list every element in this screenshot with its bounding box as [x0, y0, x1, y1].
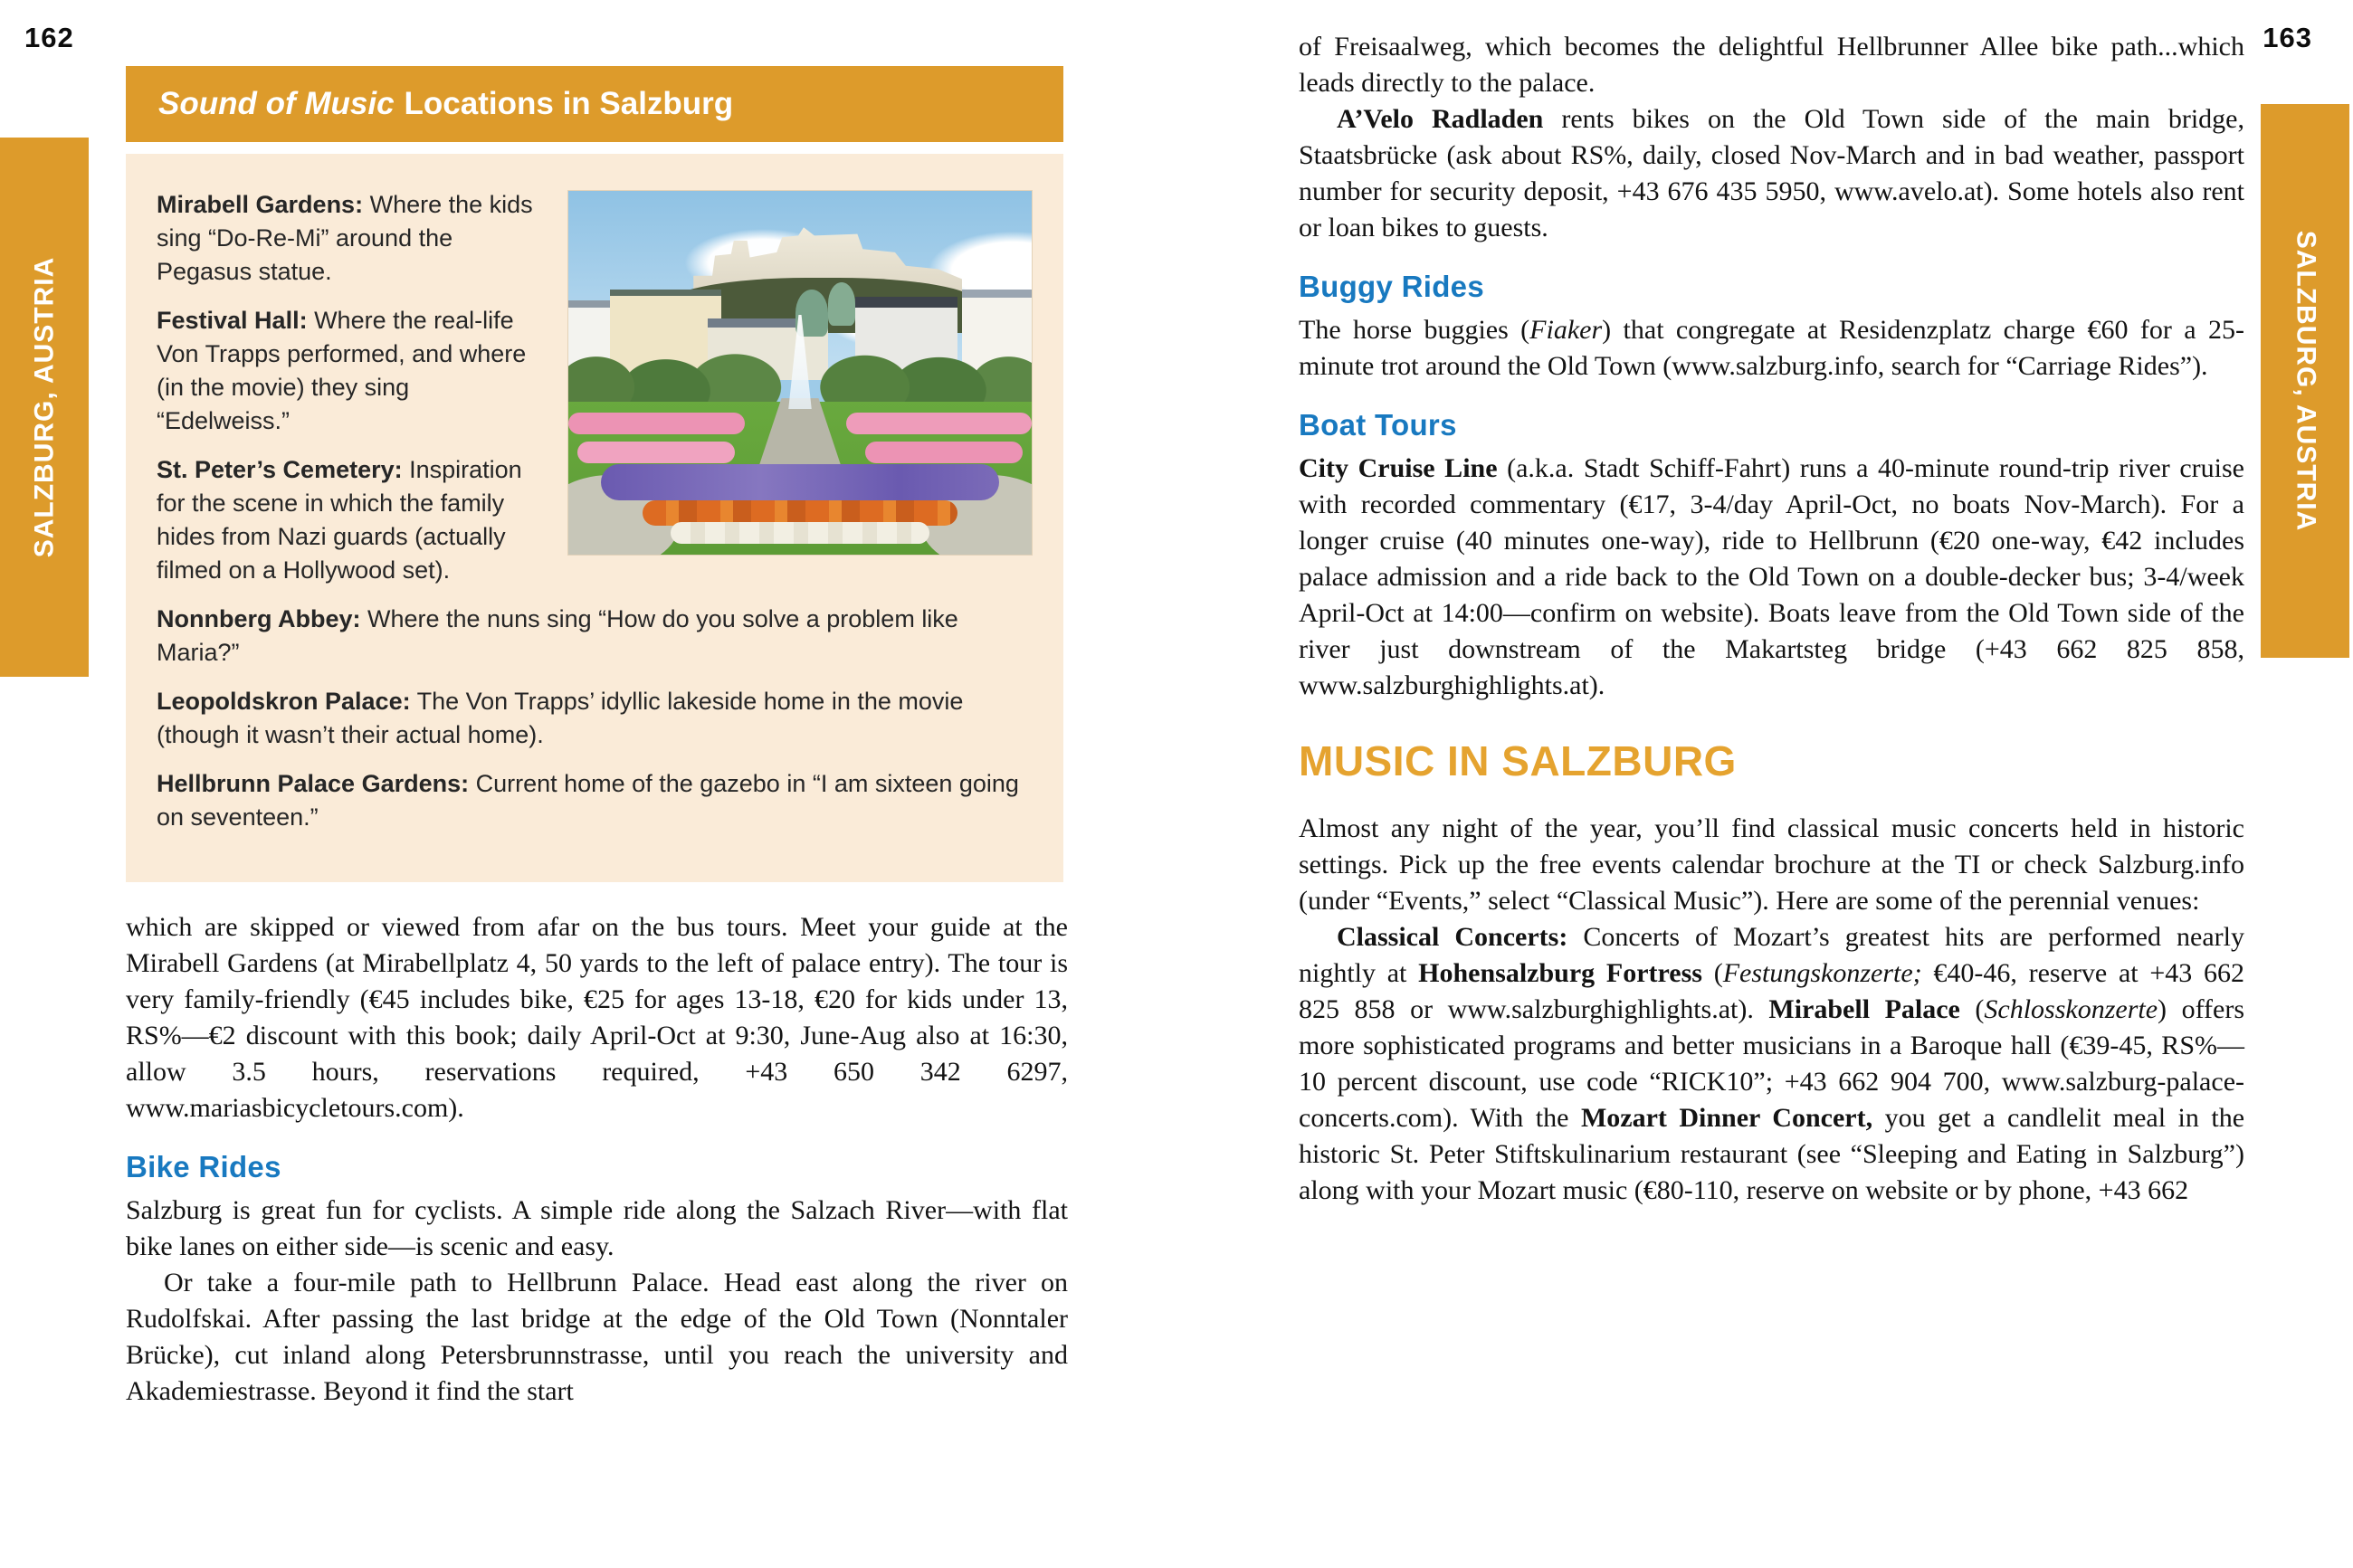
photo-flowerbed	[568, 413, 745, 434]
som-entry-leopoldskron-palace: Leopoldskron Palace: The Von Trapps’ idyllic lakeside home in the movie (though it wasn’t their actual home).	[157, 688, 964, 748]
buggy-rides-heading: Buggy Rides	[1299, 270, 1484, 303]
photo-flowerbed	[577, 442, 735, 463]
buggy-rides-paragraph: The horse buggies (Fiaker) that congregate at Residenzplatz charge €60 for a 25-minute trot around the Old Town (www.salzburg.info, search for “Carriage Rides”).	[1299, 315, 2244, 381]
music-intro-paragraph: Almost any night of the year, you’ll find classical music concerts held in historic settings. Pick up the free events calendar brochure at the TI or check Salzburg.info (under “Events,” select “Classical Music”). Here are some of the perennial venues:	[1299, 813, 2244, 916]
mirabell-gardens-photo	[567, 190, 1033, 556]
avelo-radladen-paragraph: A’Velo Radladen rents bikes on the Old Town side of the main bridge, Staatsbrücke (ask about RS%, daily, closed Nov-March and in bad weather, passport number for security deposit, +43 676 435 5950, www.avelo.at). Some hotels also rent or loan bikes to guests.	[1299, 104, 2244, 242]
som-entry-hellbrunn-palace-gardens: Hellbrunn Palace Gardens: Current home of the gazebo in “I am sixteen going on seventeen.”	[157, 770, 1019, 831]
side-tab-label: SALZBURG, AUSTRIA	[2291, 230, 2321, 532]
photo-church-dome	[828, 282, 856, 326]
photo-flowerbed	[865, 442, 1023, 463]
som-box-title	[126, 66, 1063, 142]
bike-rides-paragraph-1: Salzburg is great fun for cyclists. A simple ride along the Salzach River—with flat bike lanes on either side—is scenic and easy.	[126, 1195, 1068, 1261]
left-page-body	[126, 909, 1068, 1410]
som-entry-st-peters-cemetery: St. Peter’s Cemetery: Inspiration for the scene in which the family hides from Nazi guards (actually filmed on a Hollywood set).	[157, 456, 522, 584]
music-in-salzburg-heading: MUSIC IN SALZBURG	[1299, 737, 1737, 784]
som-entry-festival-hall: Festival Hall: Where the real-life Von Trapps performed, and where (in the movie) they sing “Edelweiss.”	[157, 307, 527, 434]
photo-flowerbed	[846, 413, 1032, 434]
som-title-rest: Locations in Salzburg	[404, 86, 734, 121]
side-tab-left	[0, 138, 89, 677]
side-tab-label: SALZBURG, AUSTRIA	[29, 256, 60, 558]
page-number-right: 163	[2262, 22, 2312, 53]
som-entry-nonnberg-abbey: Nonnberg Abbey: Where the nuns sing “How do you solve a problem like Maria?”	[157, 605, 958, 666]
bike-rides-paragraph-2: Or take a four-mile path to Hellbrunn Palace. Head east along the river on Rudolfskai. After passing the last bridge at the edge of the Old Town (Nonntaler Brücke), cut inland along Petersbrunnstrasse, until you reach the university and Akademiestrasse. Beyond it find the start	[126, 1268, 1068, 1406]
photo-flowerbed	[671, 522, 930, 544]
bike-tour-paragraph: which are skipped or viewed from afar on the bus tours. Meet your guide at the Mirabell Gardens (at Mirabellplatz 4, 50 yards to the left of palace entry). The tour is very family-friendly (€45 includes bike, €25 for ages 13-18, €20 for kids under 13, RS%—€2 discount with this book; daily April-Oct at 9:30, June-Aug also at 16:30, allow 3.5 hours, reservations required, +43 650 342 6297, www.mariasbicycletours.com).	[126, 912, 1068, 1123]
bike-path-continuation-paragraph: of Freisaalweg, which becomes the delightful Hellbrunner Allee bike path...which leads directly to the palace.	[1299, 32, 2244, 98]
photo-flowerbed	[601, 464, 999, 500]
right-page-body	[1299, 29, 2244, 1209]
boat-tours-heading: Boat Tours	[1299, 408, 1457, 442]
som-title-italic: Sound of Music	[158, 86, 395, 121]
boat-tours-paragraph: City Cruise Line (a.k.a. Stadt Schiff-Fahrt) runs a 40-minute round-trip river cruise with recorded commentary (€17, 3-4/day April-Oct, no boats Nov-March). For a longer cruise (40 minutes one-way), ride to Hellbrunn (€20 one-way, €42 includes palace admission and a ride back to the Old Town on a double-decker bus; 3-4/week April-Oct at 14:00—confirm on website). Boats leave from the Old Town side of the river just downstream of the Makartsteg bridge (+43 662 825 858, www.salzburghighlights.at).	[1299, 453, 2244, 700]
som-entry-mirabell-gardens: Mirabell Gardens: Where the kids sing “Do-Re-Mi” around the Pegasus statue.	[157, 191, 533, 285]
classical-concerts-paragraph: Classical Concerts: Concerts of Mozart’s greatest hits are performed nearly nightly at Hohensalzburg Fortress (Festungskonzerte; €40-46, reserve at +43 662 825 858 or www.salzburghighlights.at). Mirabell Palace (Schlosskonzerte) offers more sophisticated programs and better musicians in a Baroque hall (€39-45, RS%—10 percent discount, use code “RICK10”; +43 662 904 700, www.salzburg-palace-concerts.com). With the Mozart Dinner Concert, you get a candlelit meal in the historic St. Peter Stiftskulinarium restaurant (see “Sleeping and Eating in Salzburg”) along with your Mozart music (€80-110, reserve on website or by phone, +43 662	[1299, 922, 2245, 1205]
page-number-left: 162	[24, 22, 74, 53]
side-tab-right	[2261, 104, 2349, 658]
bike-rides-heading: Bike Rides	[126, 1150, 281, 1183]
som-box	[126, 154, 1063, 882]
